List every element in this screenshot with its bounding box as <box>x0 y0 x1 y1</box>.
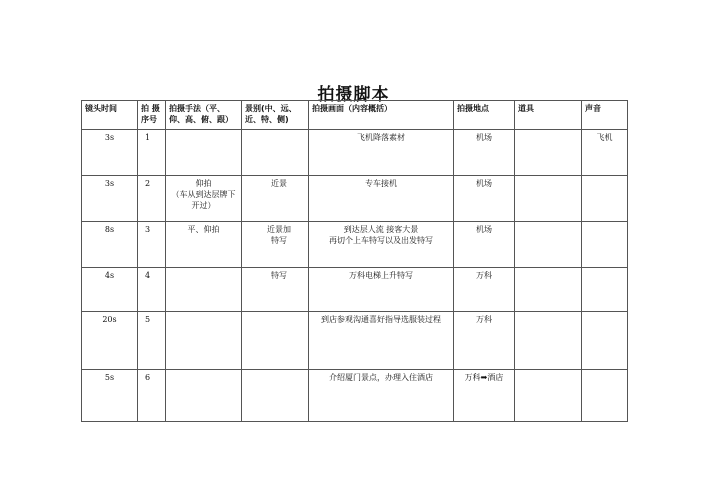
cell-shot-size: 特写 <box>242 268 309 312</box>
cell-props <box>515 312 582 370</box>
cell-seq: 6 <box>138 370 166 422</box>
cell-location: 机场 <box>454 222 515 268</box>
table-row <box>82 268 628 312</box>
header-location: 拍摄地点 <box>454 101 515 130</box>
cell-content: 介绍厦门景点，办理入住酒店 <box>309 370 454 422</box>
cell-props <box>515 370 582 422</box>
cell-method <box>166 370 242 422</box>
cell-shot-size: 近景 <box>242 176 309 222</box>
header-sound: 声音 <box>582 101 628 130</box>
header-time: 镜头时间 <box>82 101 138 130</box>
cell-shot-size <box>242 370 309 422</box>
header-method: 拍摄手法（平、仰、高、俯、跟） <box>166 101 242 130</box>
cell-location: 机场 <box>454 176 515 222</box>
table-row <box>82 176 628 222</box>
cell-time: 8s <box>82 222 138 268</box>
header-shot-size: 景别(中、远、近、特、侧) <box>242 101 309 130</box>
cell-method <box>166 268 242 312</box>
cell-sound <box>582 176 628 222</box>
page-title: 拍摄脚本 <box>317 85 390 105</box>
cell-time: 3s <box>82 176 138 222</box>
cell-time: 4s <box>82 268 138 312</box>
cell-sound: 飞机 <box>582 130 628 176</box>
cell-method <box>166 130 242 176</box>
cell-sound <box>582 222 628 268</box>
cell-time: 20s <box>82 312 138 370</box>
cell-props <box>515 130 582 176</box>
cell-props <box>515 268 582 312</box>
cell-location: 机场 <box>454 130 515 176</box>
cell-location: 万科 <box>454 312 515 370</box>
cell-seq: 5 <box>138 312 166 370</box>
cell-shot-size <box>242 130 309 176</box>
cell-content: 飞机降落素材 <box>309 130 454 176</box>
table-row <box>82 222 628 268</box>
table-row <box>82 130 628 176</box>
cell-props <box>515 222 582 268</box>
table-row <box>82 312 628 370</box>
table-row <box>82 370 628 422</box>
header-content: 拍摄画面（内容概括） <box>309 101 454 130</box>
cell-sound <box>582 268 628 312</box>
cell-content: 万科电梯上升特写 <box>309 268 454 312</box>
header-seq: 拍 摄序号 <box>138 101 166 130</box>
cell-content: 到达层人流 接客大景 再切个上车特写以及出发特写 <box>309 222 454 268</box>
cell-time: 3s <box>82 130 138 176</box>
cell-seq: 1 <box>138 130 166 176</box>
table-header-row <box>82 101 628 130</box>
shooting-script-table <box>81 100 628 422</box>
cell-shot-size <box>242 312 309 370</box>
cell-location: 万科 <box>454 268 515 312</box>
cell-content: 专车接机 <box>309 176 454 222</box>
cell-location: 万科➡酒店 <box>454 370 515 422</box>
cell-time: 5s <box>82 370 138 422</box>
cell-method: 仰拍 （车从到达层牌下开过） <box>166 176 242 222</box>
cell-sound <box>582 312 628 370</box>
cell-shot-size: 近景加特写 <box>242 222 309 268</box>
cell-seq: 3 <box>138 222 166 268</box>
cell-props <box>515 176 582 222</box>
cell-sound <box>582 370 628 422</box>
cell-seq: 2 <box>138 176 166 222</box>
cell-seq: 4 <box>138 268 166 312</box>
cell-method: 平、仰拍 <box>166 222 242 268</box>
header-props: 道具 <box>515 101 582 130</box>
cell-content: 到店参观沟通喜好指导选服装过程 <box>309 312 454 370</box>
cell-method <box>166 312 242 370</box>
